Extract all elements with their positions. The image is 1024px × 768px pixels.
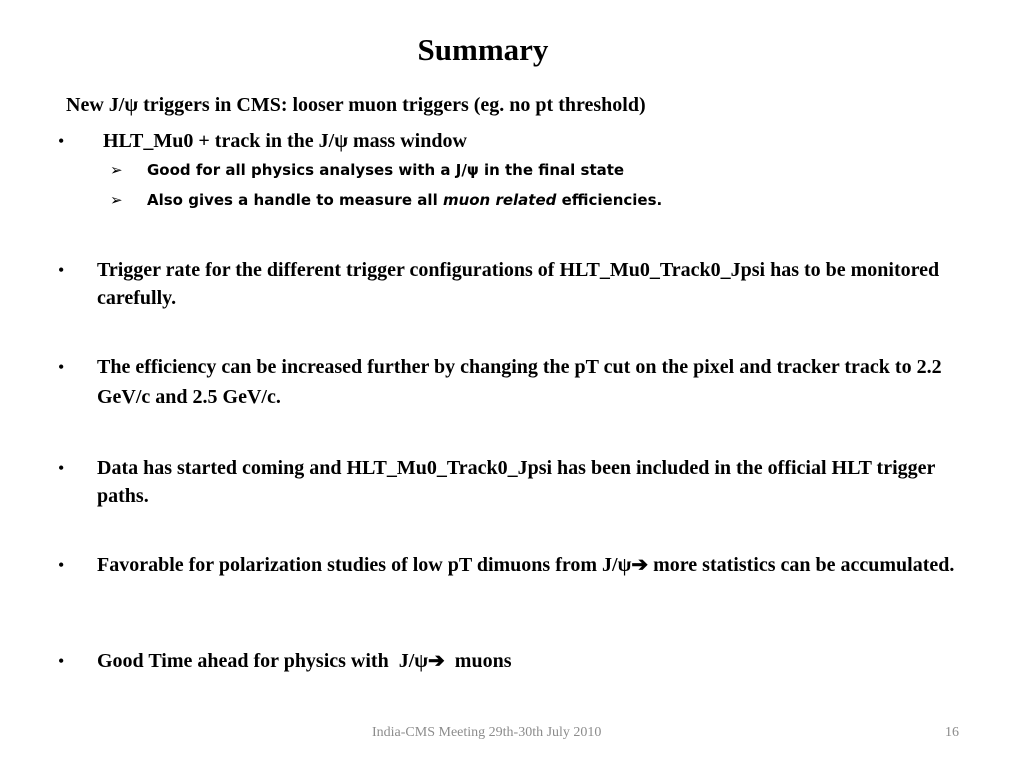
bullet-dot: •	[58, 260, 65, 280]
bullet-dot: •	[58, 651, 65, 671]
bullet-dot: •	[58, 555, 65, 575]
bullet-text: Favorable for polarization studies of low pT dimuons from J/ψ➔ more statistics can be accumulated.	[97, 554, 955, 576]
slide-number: 16	[945, 725, 959, 740]
sub-item-text: Good for all physics analyses with a J/ψ in the final state	[147, 161, 625, 179]
bullet-text: Good Time ahead for physics with J/ψ➔ muons	[97, 650, 512, 672]
bullet-text: The efficiency can be increased further by changing the pT cut on the pixel and tracker track to 2.2 GeV/c and 2.5 GeV/c.	[97, 356, 942, 408]
bullet-dot: •	[58, 458, 65, 478]
footer-meeting-text: India-CMS Meeting 29th-30th July 2010	[372, 725, 602, 740]
bullet-text: Data has started coming and HLT_Mu0_Track0_Jpsi has been included in the official HLT trigger paths.	[97, 457, 936, 507]
sub-text-pre: Also gives a handle to measure all	[147, 191, 443, 209]
sub-text-post: efficiencies.	[556, 191, 663, 209]
arrow-bullet-icon: ➢	[110, 161, 123, 179]
sub-item-text	[147, 191, 662, 209]
sub-text-emphasis: muon related	[442, 191, 557, 209]
bullet-dot: •	[58, 131, 65, 151]
arrow-bullet-icon: ➢	[110, 191, 123, 209]
bullet-dot: •	[58, 357, 65, 377]
bullet-text: Trigger rate for the different trigger configurations of HLT_Mu0_Track0_Jpsi has to be monitored carefully.	[97, 259, 940, 309]
intro-line: New J/ψ triggers in CMS: looser muon triggers (eg. no pt threshold)	[66, 94, 646, 116]
bullet-text: HLT_Mu0 + track in the J/ψ mass window	[103, 130, 467, 152]
slide-title: Summary	[417, 32, 549, 67]
